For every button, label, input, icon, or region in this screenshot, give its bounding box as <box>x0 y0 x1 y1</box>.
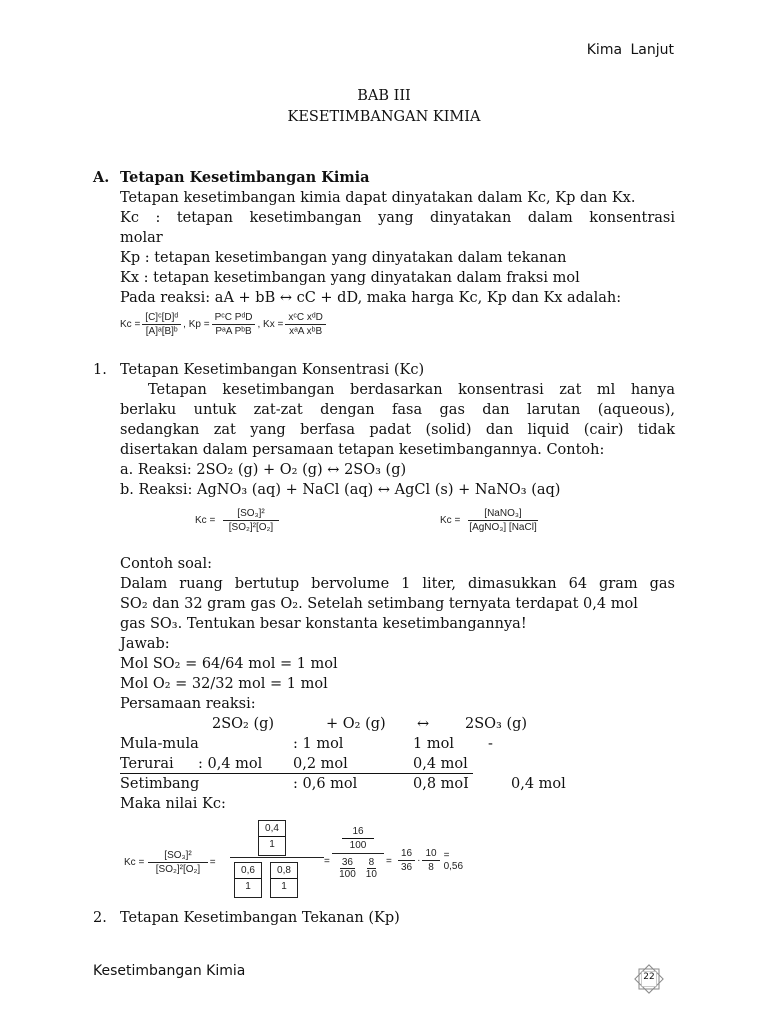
equilibrium-constants-formula <box>120 312 328 337</box>
bracket-fraction <box>230 818 324 898</box>
row-equilibrium-label: Setimbang <box>120 776 200 792</box>
kc-general-fraction <box>148 850 207 875</box>
equals-sign-2: = <box>324 856 330 867</box>
kc-numerator: [NaNO₃] <box>468 508 537 521</box>
page-number: 22 <box>643 972 655 982</box>
mol-o2: Mol O₂ = 32/32 mol = 1 mol <box>120 676 328 692</box>
footer-title: Kesetimbangan Kimia <box>93 963 246 979</box>
kp-numerator: PᶜC PᵈD <box>212 312 256 325</box>
kc-result: = 0,56 <box>443 849 464 872</box>
kc-fraction <box>142 312 181 337</box>
den-frac2-den: 10 <box>365 869 377 880</box>
kc-nano3-formula <box>440 508 542 533</box>
item1-number: 1. <box>93 362 107 378</box>
kc-definition: Kc : tetapan kesetimbangan yang dinyatakan dalam konsentrasi <box>120 210 675 226</box>
row-initial-so2: : 1 mol <box>293 736 344 752</box>
item2-number: 2. <box>93 910 107 926</box>
bracket-denominator-1 <box>234 862 262 898</box>
kc-label: Kc = <box>440 515 461 526</box>
main-fraction-bar <box>230 857 324 858</box>
kc-denominator: [SO₂]²[O₂] <box>228 522 274 533</box>
equals-sign: = <box>209 857 216 868</box>
row-equilibrium-so3: 0,4 mol <box>511 776 566 792</box>
header-course: Kima Lanjut <box>586 42 674 58</box>
table-header-so3: 2SO₃ (g) <box>465 716 528 732</box>
final-frac2-den: 8 <box>428 862 434 873</box>
item1-paragraph-line4: disertakan dalam persamaan tetapan kesetimbangannya. Contoh: <box>120 442 605 458</box>
reaction-intro: Pada reaksi: aA + bB ↔ cC + dD, maka harga Kc, Kp dan Kx adalah: <box>120 290 622 306</box>
bracket-den2-value: 0,8 <box>271 863 297 879</box>
row-reacted-label: Terurai <box>120 756 174 772</box>
final-frac2 <box>422 848 439 873</box>
row-initial-label: Mula-mula <box>120 736 199 752</box>
compound-den-frac2 <box>364 857 379 880</box>
kx-fraction <box>285 312 326 337</box>
den-frac2-num: 8 <box>368 857 375 868</box>
kc-nano3-fraction <box>466 508 539 533</box>
row-reacted-so2: : 0,4 mol <box>198 756 263 772</box>
den-frac1-num: 36 <box>341 857 353 868</box>
bracket-den2-unit: 1 <box>281 881 287 892</box>
page-number-badge <box>634 964 664 994</box>
kx-numerator: xᶜC xᵈD <box>285 312 326 325</box>
row-initial-o2: 1 mol <box>413 736 454 752</box>
item1-title: Tetapan Kesetimbangan Konsentrasi (Kc) <box>120 362 425 378</box>
kc-denominator: [A]ᵃ[B]ᵇ <box>145 326 178 337</box>
item1-paragraph-line1: Tetapan kesetimbangan berdasarkan konsentrasi zat ml hanya <box>148 382 675 398</box>
kp-fraction <box>212 312 256 337</box>
kc-value-intro: Maka nilai Kc: <box>120 796 226 812</box>
kc-so3-formula <box>195 508 281 533</box>
kc-calculation-formula <box>124 818 464 903</box>
kc-denominator: [SO₂]²[O₂] <box>155 864 201 875</box>
compound-fraction <box>332 826 384 880</box>
kc-so3-fraction <box>223 508 278 533</box>
final-product: $\frac{16}{36}$ · $\frac{10}{8}$ = 0,56 <box>396 848 464 873</box>
bracket-den1-value: 0,6 <box>235 863 261 879</box>
kx-definition: Kx : tetapan kesetimbangan yang dinyatakan dalam fraksi mol <box>120 270 580 286</box>
kp-definition: Kp : tetapan kesetimbangan yang dinyatakan dalam tekanan <box>120 250 567 266</box>
answer-heading: Jawab: <box>120 636 170 652</box>
final-frac2-num: 10 <box>422 848 439 861</box>
example-heading: Contoh soal: <box>120 556 213 572</box>
compound-num-bottom: 100 <box>332 839 384 854</box>
bracket-numerator <box>258 820 286 856</box>
chapter-title: KESETIMBANGAN KIMIA <box>287 109 481 125</box>
row-reacted-so3: 0,4 mol <box>413 756 468 772</box>
kx-label: , Kx = <box>257 319 284 330</box>
row-equilibrium-so2: : 0,6 mol <box>293 776 358 792</box>
section-intro: Tetapan kesetimbangan kimia dapat dinyatakan dalam Kc, Kp dan Kx. <box>120 190 636 206</box>
equals-sign-3: = <box>386 856 392 867</box>
kc-label: Kc = <box>120 319 141 330</box>
kp-denominator: PᵃA PᵇB <box>215 326 252 337</box>
final-frac1-num: 16 <box>398 848 415 861</box>
section-title: Tetapan Kesetimbangan Kimia <box>120 169 370 186</box>
compound-num-top: 16 <box>342 826 374 839</box>
table-header-arrow: ↔ <box>417 716 430 732</box>
bracket-num-unit: 1 <box>269 839 275 850</box>
bracket-den1-unit: 1 <box>245 881 251 892</box>
final-frac1-den: 36 <box>401 862 413 873</box>
reaction-b: b. Reaksi: AgNO₃ (aq) + NaCl (aq) ↔ AgCl (s) + NaNO₃ (aq) <box>120 482 561 498</box>
item1-paragraph-line3: sedangkan zat yang berfasa padat (solid) dan liquid (cair) tidak <box>120 422 675 438</box>
compound-den-frac1 <box>337 857 358 880</box>
example-question-line3: gas SO₃. Tentukan besar konstanta kesetimbangannya! <box>120 616 527 632</box>
example-question-line1: Dalam ruang bertutup bervolume 1 liter, dimasukkan 64 gram gas <box>120 576 675 592</box>
kc-label: Kc = <box>124 857 145 868</box>
example-question-line2: SO₂ dan 32 gram gas O₂. Setelah setimbang ternyata terdapat 0,4 mol <box>120 596 638 612</box>
table-header-so2: 2SO₂ (g) <box>212 716 275 732</box>
kc-numerator: [SO₃]² <box>148 850 207 863</box>
kc-numerator: [SO₃]² <box>223 508 278 521</box>
item2-title: Tetapan Kesetimbangan Tekanan (Kp) <box>120 910 400 926</box>
kc-label: Kc = <box>195 515 216 526</box>
mol-so2: Mol SO₂ = 64/64 mol = 1 mol <box>120 656 338 672</box>
den-frac1-den: 100 <box>339 869 356 880</box>
reaction-equation-label: Persamaan reaksi: <box>120 696 256 712</box>
section-marker: A. <box>93 169 110 186</box>
reaction-a: a. Reaksi: 2SO₂ (g) + O₂ (g) ↔ 2SO₃ (g) <box>120 462 407 478</box>
final-frac1 <box>398 848 415 873</box>
kp-label: , Kp = <box>183 319 210 330</box>
table-header-o2: + O₂ (g) <box>326 716 386 732</box>
kc-numerator: [C]ᶜ[D]ᵈ <box>142 312 181 325</box>
kx-denominator: xᵃA xᵇB <box>289 326 323 337</box>
row-reacted-o2: 0,2 mol <box>293 756 348 772</box>
item1-paragraph-line2: berlaku untuk zat-zat dengan fasa gas dan larutan (aqueous), <box>120 402 675 418</box>
bracket-num-value: 0,4 <box>259 821 285 837</box>
row-initial-so3: - <box>488 736 493 752</box>
chapter-number: BAB III <box>357 88 411 104</box>
kc-denominator: [AgNO₃] [NaCl] <box>469 522 537 533</box>
row-equilibrium-o2: 0,8 moI <box>413 776 469 792</box>
bracket-denominator-2 <box>270 862 298 898</box>
kc-definition-cont: molar <box>120 230 163 246</box>
